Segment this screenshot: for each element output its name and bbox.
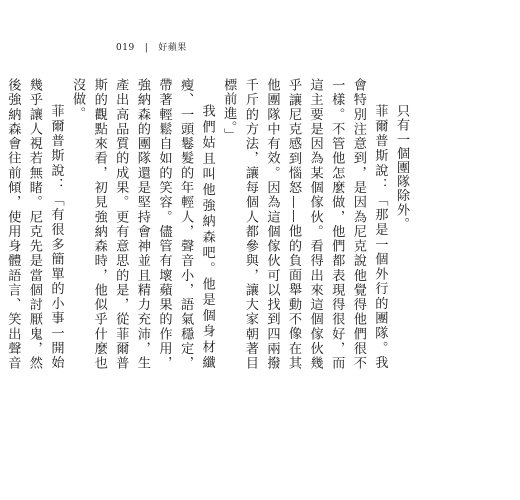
paragraph-3: 我們姑且叫他強納森吧。他是個身材纖瘦、一頭鬈髮的年輕人，聲音小，語氣穩定，帶著輕鬆自如的笑容。儘管有壞蘋果的作用，強納森的團隊還是堅持會神並且精力充沛，生產出高品質的成果。更有意思的是，從菲爾普斯的觀點來看，初見強納森時，他似乎什麼也沒做。 bbox=[70, 78, 215, 370]
paragraph-1: 只有一個團隊除外。 bbox=[394, 104, 409, 232]
running-header bbox=[116, 40, 187, 53]
page-number: 019 bbox=[116, 43, 135, 53]
vertical-body-text bbox=[0, 78, 412, 370]
book-title: 好蘋果 bbox=[158, 43, 187, 53]
header-separator: | bbox=[144, 43, 149, 53]
paragraph-4: 菲爾普斯說：「有很多簡單的小事一開始幾乎讓人視若無睹。尼克先是當個討厭鬼，然後強納森會往前傾，使用身體語言、笑出聲音 bbox=[5, 78, 64, 370]
paragraph-2: 菲爾普斯說：「那是一個外行的團隊。我會特別注意到，是因為尼克說他覺得他們很不一樣。不管他怎麼做，他們都表現得很好，而這主要是因為某個傢伙。看得出來這個傢伙幾乎讓尼克感到惱怒——他的負面舉動不像在其他團隊中有效。因為這個傢伙可以找到四兩撥千斤的方法，讓每個人都參與，讓大家朝著目標前進。」 bbox=[221, 78, 388, 370]
